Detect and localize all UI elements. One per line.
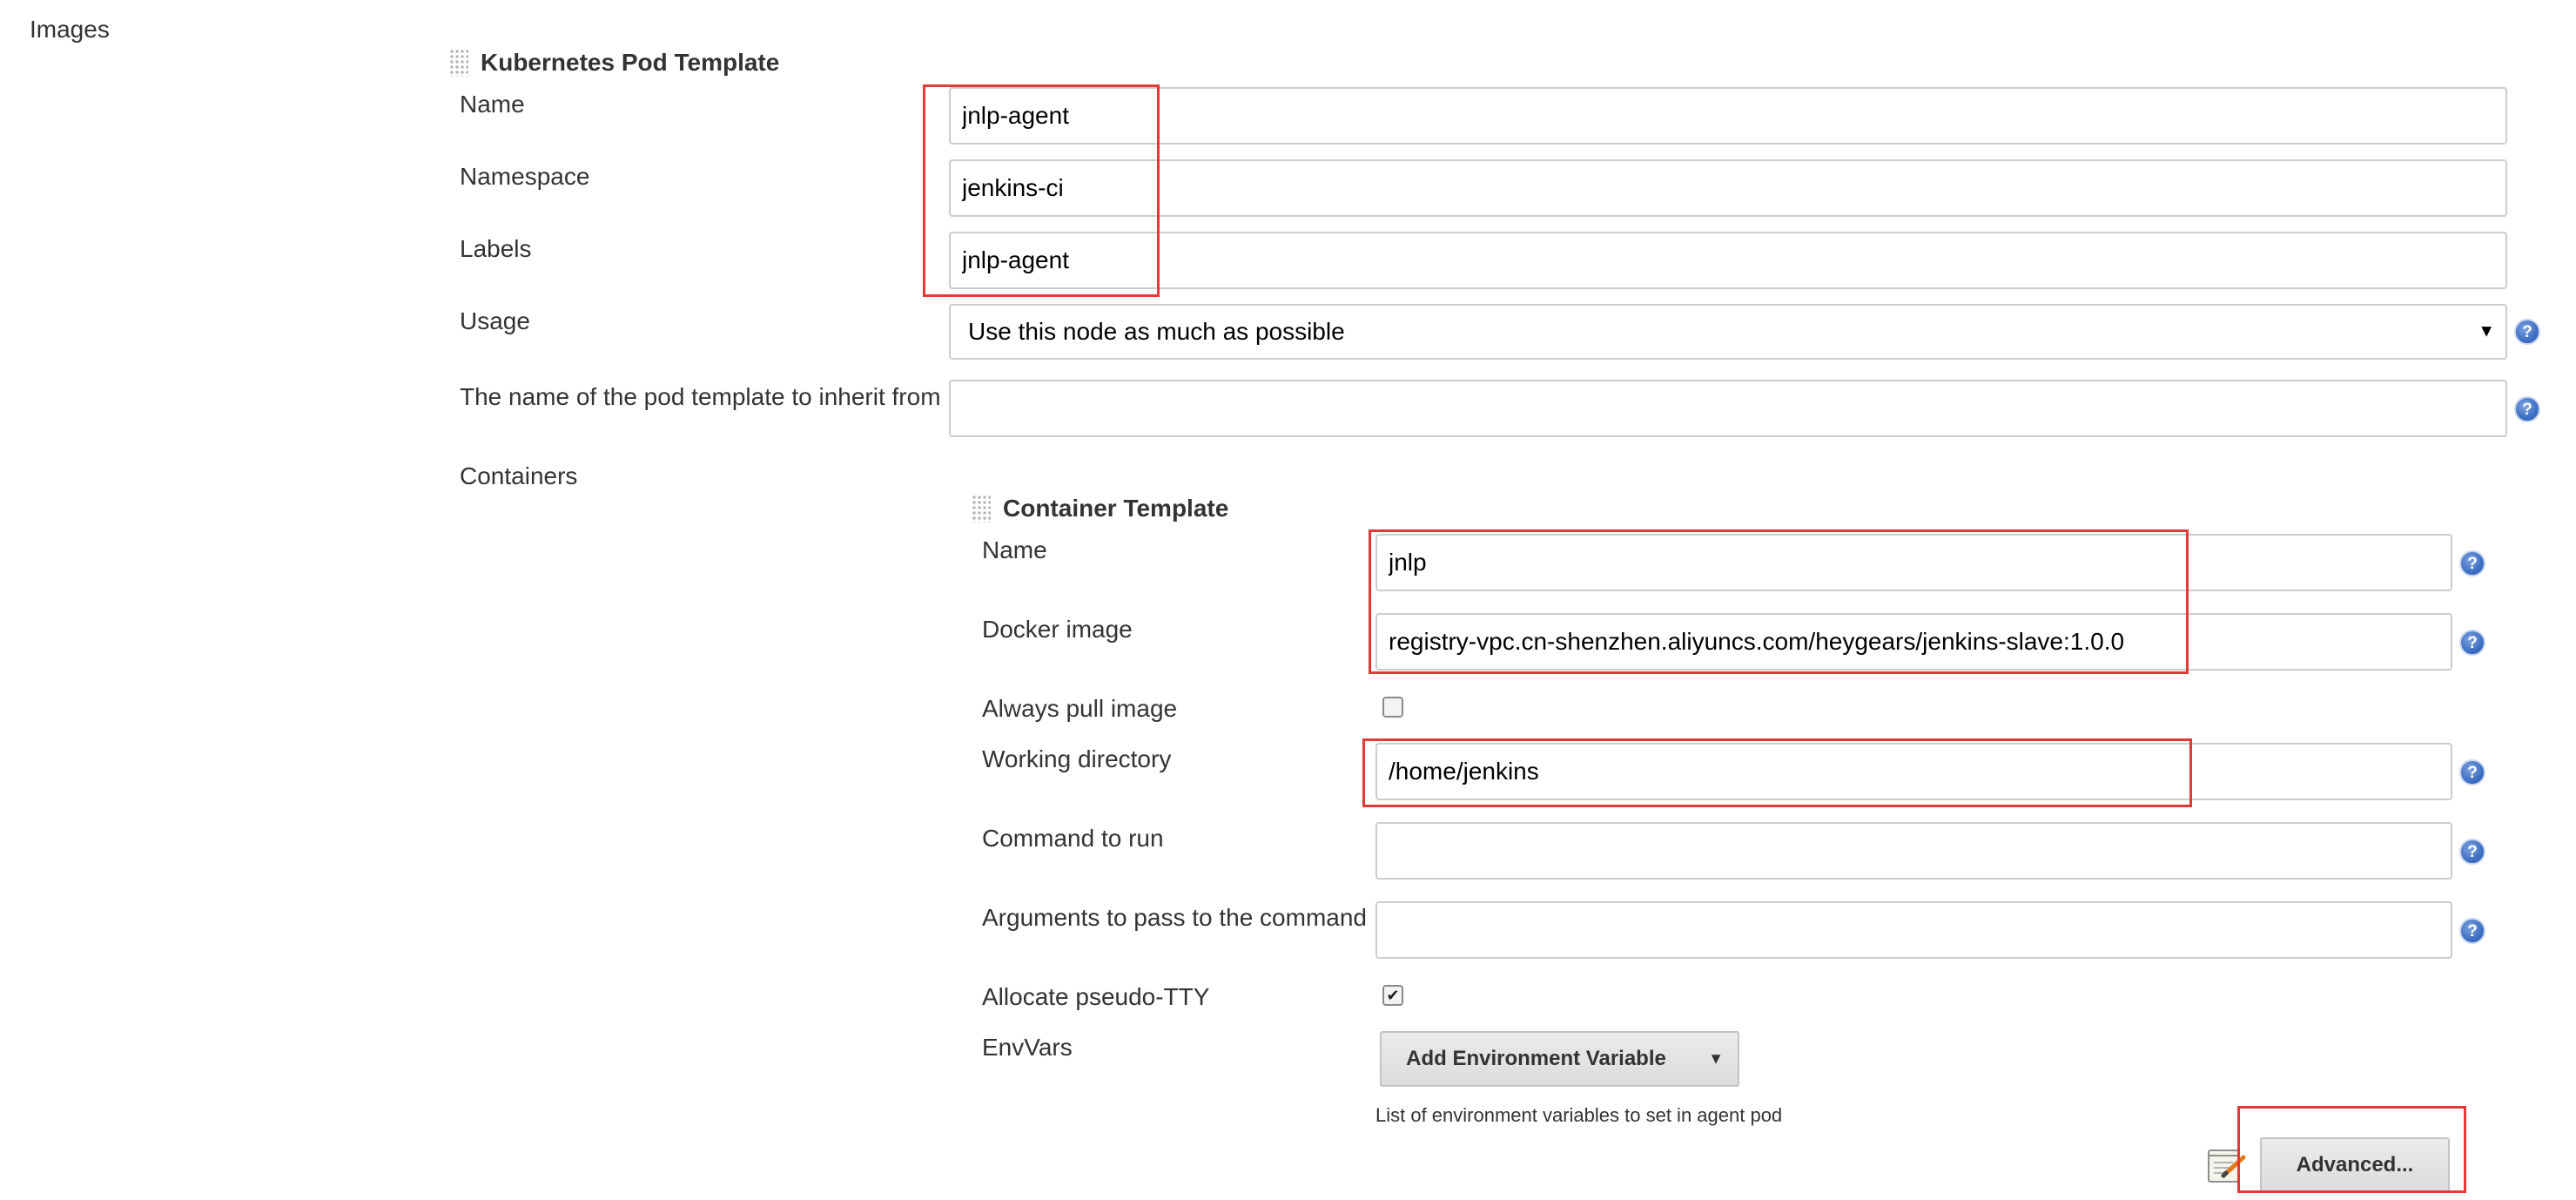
inherit-from-input[interactable] <box>949 380 2507 437</box>
dropdown-caret-icon: ▼ <box>1708 1049 1724 1068</box>
namespace-input[interactable] <box>949 159 2507 217</box>
labels-label: Labels <box>460 235 532 262</box>
command-input[interactable] <box>1375 822 2452 880</box>
checkmark-icon: ✔ <box>1386 987 1400 1004</box>
tty-label: Allocate pseudo-TTY <box>982 983 1210 1010</box>
help-icon[interactable]: ? <box>2459 839 2485 865</box>
pod-name-input[interactable] <box>949 87 2507 145</box>
docker-image-label: Docker image <box>982 616 1133 643</box>
containers-label: Containers <box>460 462 578 489</box>
container-template-title: Container Template <box>1003 495 1229 522</box>
help-icon[interactable]: ? <box>2514 319 2540 345</box>
help-icon[interactable]: ? <box>2459 759 2485 785</box>
add-environment-variable-button[interactable] <box>1380 1031 1739 1087</box>
container-name-input[interactable] <box>1375 534 2452 591</box>
help-icon[interactable]: ? <box>2514 396 2540 422</box>
section-label-images: Images <box>30 16 110 43</box>
dropdown-caret-icon: ▼ <box>2478 321 2495 341</box>
envvars-label: EnvVars <box>982 1034 1073 1061</box>
drag-handle-icon[interactable] <box>449 49 468 77</box>
notepad-icon[interactable] <box>2206 1146 2246 1184</box>
advanced-button[interactable]: Advanced... <box>2260 1137 2450 1193</box>
labels-input[interactable] <box>949 232 2507 289</box>
add-environment-variable-label: Add Environment Variable <box>1406 1047 1666 1070</box>
working-directory-input[interactable] <box>1375 743 2452 800</box>
working-directory-label: Working directory <box>982 745 1172 772</box>
arguments-input[interactable] <box>1375 901 2452 959</box>
envvars-description: List of environment variables to set in agent pod <box>1375 1104 1783 1126</box>
help-icon[interactable]: ? <box>2459 630 2485 656</box>
usage-label: Usage <box>460 307 530 334</box>
usage-select[interactable] <box>949 304 2507 360</box>
pod-name-label: Name <box>460 91 525 118</box>
pod-template-title: Kubernetes Pod Template <box>481 49 780 76</box>
help-icon[interactable]: ? <box>2459 918 2485 944</box>
always-pull-label: Always pull image <box>982 695 1178 722</box>
help-icon[interactable]: ? <box>2459 550 2485 576</box>
arguments-label: Arguments to pass to the command <box>982 904 1367 931</box>
tty-checkbox[interactable] <box>1382 985 1403 1006</box>
usage-selected-value: Use this node as much as possible <box>968 318 1345 345</box>
docker-image-input[interactable] <box>1375 613 2452 671</box>
namespace-label: Namespace <box>460 163 590 190</box>
always-pull-checkbox[interactable] <box>1382 697 1403 718</box>
drag-handle-icon[interactable] <box>972 495 991 522</box>
command-label: Command to run <box>982 825 1164 852</box>
inherit-from-label: The name of the pod template to inherit from <box>460 383 941 410</box>
container-name-label: Name <box>982 536 1047 563</box>
